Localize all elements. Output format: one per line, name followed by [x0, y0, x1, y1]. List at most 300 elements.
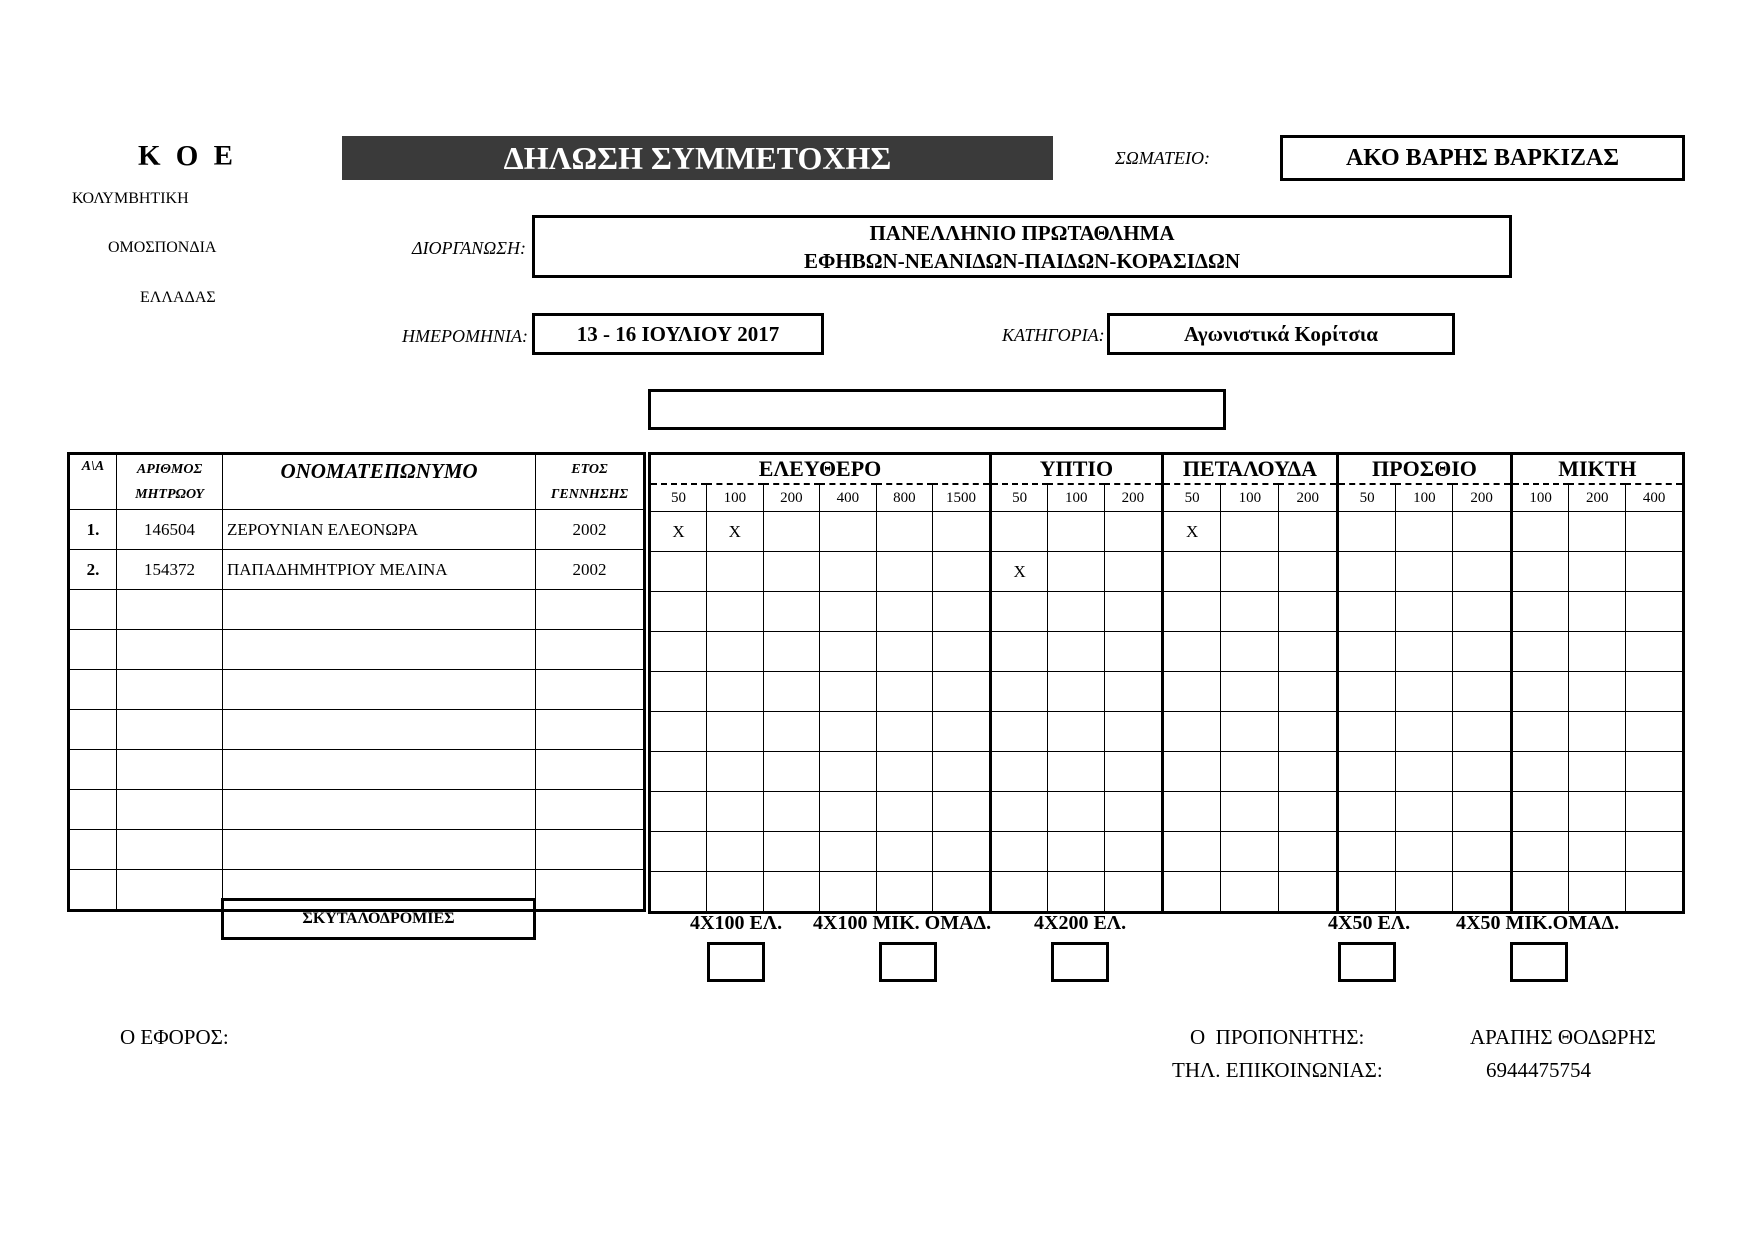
event-mark-cell[interactable] — [933, 712, 991, 752]
date-label: ΗΜΕΡΟΜΗΝΙΑ: — [402, 326, 528, 346]
event-distance-header: 50 — [650, 484, 707, 512]
athlete-num[interactable] — [69, 630, 117, 670]
event-mark-cell[interactable] — [1338, 712, 1396, 752]
event-mark-cell[interactable] — [1453, 512, 1511, 552]
event-mark-cell[interactable] — [876, 632, 933, 672]
event-mark-cell[interactable] — [1626, 512, 1684, 552]
athlete-num[interactable]: 1. — [69, 510, 117, 550]
event-mark-cell[interactable] — [763, 832, 820, 872]
event-mark-cell[interactable] — [650, 792, 707, 832]
event-mark-cell[interactable] — [933, 552, 991, 592]
event-distance-header: 200 — [1105, 484, 1163, 512]
athlete-name[interactable] — [223, 670, 536, 710]
organization-line1: ΠΑΝΕΛΛΗΝΙΟ ΠΡΩΤΑΘΛΗΜΑ — [869, 220, 1175, 245]
athlete-name[interactable] — [223, 710, 536, 750]
event-mark-cell[interactable] — [1511, 712, 1569, 752]
event-mark-cell[interactable] — [1338, 752, 1396, 792]
event-mark-cell[interactable] — [707, 672, 764, 712]
event-mark-cell[interactable] — [707, 592, 764, 632]
event-distance-header: 1500 — [933, 484, 991, 512]
event-mark-cell[interactable] — [1048, 632, 1105, 672]
event-mark-cell[interactable] — [707, 832, 764, 872]
event-mark-cell[interactable] — [1105, 632, 1163, 672]
event-distance-header: 50 — [1338, 484, 1396, 512]
athlete-row — [69, 590, 645, 630]
event-distance-header: 200 — [1279, 484, 1338, 512]
event-mark-cell[interactable] — [763, 872, 820, 913]
event-mark-cell[interactable] — [1626, 632, 1684, 672]
event-mark-cell[interactable] — [876, 672, 933, 712]
event-mark-cell[interactable] — [991, 792, 1048, 832]
event-mark-cell[interactable] — [650, 672, 707, 712]
event-mark-cell[interactable] — [707, 552, 764, 592]
event-mark-cell[interactable] — [1338, 672, 1396, 712]
athlete-name[interactable] — [223, 590, 536, 630]
event-mark-cell[interactable] — [1162, 712, 1221, 752]
event-mark-cell[interactable] — [876, 712, 933, 752]
athlete-year[interactable] — [536, 830, 645, 870]
event-mark-cell[interactable] — [1569, 832, 1626, 872]
relay-checkbox-1[interactable] — [707, 942, 765, 982]
header-year-top: ΕΤΟΣ — [571, 462, 608, 477]
event-mark-cell[interactable] — [1105, 712, 1163, 752]
relay-label-2: 4Χ100 ΜΙΚ. ΟΜΑΔ. — [813, 912, 992, 934]
event-mark-cell[interactable] — [650, 632, 707, 672]
event-group-header: ΠΕΤΑΛΟΥΔΑ — [1162, 454, 1337, 485]
event-mark-cell[interactable] — [1338, 632, 1396, 672]
athlete-year[interactable] — [536, 750, 645, 790]
event-mark-cell[interactable] — [991, 632, 1048, 672]
event-mark-cell[interactable] — [1105, 832, 1163, 872]
event-mark-cell[interactable] — [763, 592, 820, 632]
athlete-name[interactable]: ΖΕΡΟΥΝΙΑΝ ΕΛΕΟΝΩΡΑ — [223, 510, 536, 550]
event-mark-cell[interactable] — [1396, 832, 1453, 872]
event-mark-cell[interactable] — [1162, 552, 1221, 592]
event-mark-cell[interactable] — [650, 872, 707, 913]
event-mark-cell[interactable] — [820, 552, 877, 592]
event-row — [650, 592, 1684, 632]
event-mark-cell[interactable] — [1453, 712, 1511, 752]
header-year-bottom: ΓΕΝΝΗΣΗΣ — [550, 487, 629, 502]
event-mark-cell[interactable] — [1511, 552, 1569, 592]
event-distance-header: 200 — [1453, 484, 1511, 512]
event-mark-cell[interactable] — [1396, 592, 1453, 632]
event-mark-cell[interactable] — [933, 672, 991, 712]
event-mark-cell[interactable] — [991, 752, 1048, 792]
header-registration-top: ΑΡΙΘΜΟΣ — [136, 462, 203, 477]
event-mark-cell[interactable] — [1221, 712, 1279, 752]
event-mark-cell[interactable] — [1279, 632, 1338, 672]
athlete-year[interactable] — [536, 630, 645, 670]
event-mark-cell[interactable] — [1626, 672, 1684, 712]
event-mark-cell[interactable] — [991, 712, 1048, 752]
event-mark-cell[interactable] — [1396, 512, 1453, 552]
relay-checkbox-2[interactable] — [879, 942, 937, 982]
event-mark-cell[interactable] — [1626, 552, 1684, 592]
relay-checkbox-5[interactable] — [1510, 942, 1568, 982]
event-mark-cell[interactable] — [820, 512, 877, 552]
event-mark-cell[interactable] — [763, 512, 820, 552]
event-mark-cell[interactable] — [1569, 672, 1626, 712]
event-mark-cell[interactable] — [1338, 872, 1396, 913]
event-mark-cell[interactable] — [1511, 752, 1569, 792]
event-row — [650, 632, 1684, 672]
event-row — [650, 832, 1684, 872]
event-mark-cell[interactable] — [1396, 712, 1453, 752]
org-line2: ΟΜΟΣΠΟΝΔΙΑ — [108, 239, 217, 256]
athlete-row — [69, 710, 645, 750]
event-mark-cell[interactable] — [1221, 792, 1279, 832]
athlete-year[interactable]: 2002 — [536, 550, 645, 590]
event-mark-cell[interactable] — [1048, 752, 1105, 792]
event-mark-cell[interactable] — [707, 752, 764, 792]
relay-checkbox-3[interactable] — [1051, 942, 1109, 982]
event-mark-cell[interactable] — [991, 832, 1048, 872]
header-registration-bottom: ΜΗΤΡΩΟΥ — [135, 487, 204, 502]
event-mark-cell[interactable] — [1279, 712, 1338, 752]
event-mark-cell[interactable]: X — [707, 512, 764, 552]
event-mark-cell[interactable] — [1338, 512, 1396, 552]
event-mark-cell[interactable] — [933, 832, 991, 872]
phone-value: 6944475754 — [1486, 1058, 1591, 1082]
coach-name: ΑΡΑΠΗΣ ΘΟΔΩΡΗΣ — [1470, 1025, 1656, 1049]
form-title — [342, 136, 1053, 180]
event-mark-cell[interactable] — [1396, 872, 1453, 913]
event-mark-cell[interactable] — [991, 672, 1048, 712]
event-mark-cell[interactable] — [876, 552, 933, 592]
athlete-row — [69, 790, 645, 830]
ephor-label: Ο ΕΦΟΡΟΣ: — [120, 1025, 229, 1049]
event-mark-cell[interactable] — [1453, 592, 1511, 632]
event-distance-header: 50 — [991, 484, 1048, 512]
event-mark-cell[interactable] — [1453, 832, 1511, 872]
event-mark-cell[interactable] — [1511, 792, 1569, 832]
event-mark-cell[interactable] — [1162, 792, 1221, 832]
event-mark-cell[interactable] — [1162, 632, 1221, 672]
org-line3: ΕΛΛΑΔΑΣ — [140, 289, 216, 306]
event-mark-cell[interactable] — [820, 712, 877, 752]
athlete-year[interactable] — [536, 790, 645, 830]
event-mark-cell[interactable] — [1048, 592, 1105, 632]
event-mark-cell[interactable] — [1162, 672, 1221, 712]
event-mark-cell[interactable] — [763, 672, 820, 712]
athlete-row — [69, 550, 645, 590]
event-mark-cell[interactable] — [991, 512, 1048, 552]
event-group-header: ΠΡΟΣΘΙΟ — [1338, 454, 1512, 485]
org-acronym: Κ Ο Ε — [138, 140, 237, 172]
athlete-registration[interactable] — [117, 670, 223, 710]
event-distance-header: 100 — [1048, 484, 1105, 512]
event-mark-cell[interactable] — [1569, 712, 1626, 752]
event-mark-cell[interactable]: X — [1162, 512, 1221, 552]
event-mark-cell[interactable] — [650, 832, 707, 872]
event-distance-header: 100 — [1221, 484, 1279, 512]
athlete-row — [69, 830, 645, 870]
event-mark-cell[interactable] — [876, 512, 933, 552]
event-group-header: ΕΛΕΥΘΕΡΟ — [650, 454, 991, 485]
club-field[interactable] — [1280, 135, 1685, 181]
club-label: ΣΩΜΑΤΕΙΟ: — [1115, 148, 1211, 168]
event-row — [650, 512, 1684, 552]
athlete-num[interactable] — [69, 710, 117, 750]
event-distance-header: 100 — [1396, 484, 1453, 512]
event-mark-cell[interactable] — [1511, 512, 1569, 552]
event-mark-cell[interactable] — [1511, 592, 1569, 632]
athlete-num[interactable] — [69, 590, 117, 630]
event-mark-cell[interactable] — [707, 872, 764, 913]
event-mark-cell[interactable] — [707, 632, 764, 672]
event-mark-cell[interactable] — [1279, 512, 1338, 552]
event-mark-cell[interactable] — [1279, 672, 1338, 712]
event-mark-cell[interactable] — [1279, 832, 1338, 872]
event-mark-cell[interactable] — [1105, 752, 1163, 792]
event-mark-cell[interactable] — [1626, 872, 1684, 913]
club-value: ΑΚΟ ΒΑΡΗΣ ΒΑΡΚΙΖΑΣ — [1345, 144, 1620, 171]
category-field[interactable] — [1107, 313, 1455, 355]
relay-checkbox-4[interactable] — [1338, 942, 1396, 982]
event-mark-cell[interactable] — [933, 752, 991, 792]
event-group-header: ΜΙΚΤΗ — [1511, 454, 1683, 485]
event-distance-header: 800 — [876, 484, 933, 512]
event-mark-cell[interactable] — [1569, 632, 1626, 672]
event-mark-cell[interactable] — [1221, 592, 1279, 632]
event-mark-cell[interactable] — [1105, 672, 1163, 712]
event-row — [650, 552, 1684, 592]
athlete-year[interactable] — [536, 590, 645, 630]
event-mark-cell[interactable] — [820, 872, 877, 913]
event-mark-cell[interactable] — [876, 872, 933, 913]
event-mark-cell[interactable] — [1396, 792, 1453, 832]
event-mark-cell[interactable] — [820, 832, 877, 872]
event-mark-cell[interactable] — [1626, 712, 1684, 752]
event-mark-cell[interactable] — [1338, 552, 1396, 592]
event-mark-cell[interactable] — [1453, 792, 1511, 832]
athlete-num[interactable] — [69, 790, 117, 830]
event-mark-cell[interactable] — [1569, 552, 1626, 592]
athlete-row — [69, 630, 645, 670]
event-mark-cell[interactable] — [650, 592, 707, 632]
form-title-text: ΔΗΛΩΣΗ ΣΥΜΜΕΤΟΧΗΣ — [503, 139, 892, 176]
event-mark-cell[interactable] — [1221, 552, 1279, 592]
event-mark-cell[interactable] — [707, 792, 764, 832]
athlete-table — [67, 452, 646, 912]
event-mark-cell[interactable] — [1396, 552, 1453, 592]
event-mark-cell[interactable] — [820, 752, 877, 792]
relays-label: ΣΚΥΤΑΛΟΔΡΟΜΙΕΣ — [302, 910, 455, 927]
event-mark-cell[interactable] — [1453, 552, 1511, 592]
event-mark-cell[interactable] — [1279, 592, 1338, 632]
athlete-num[interactable] — [69, 670, 117, 710]
athlete-registration[interactable] — [117, 590, 223, 630]
category-label: ΚΑΤΗΓΟΡΙΑ: — [1002, 325, 1105, 345]
relay-label-4: 4Χ50 ΕΛ. — [1328, 912, 1411, 934]
athlete-registration[interactable] — [117, 750, 223, 790]
event-mark-cell[interactable] — [1221, 872, 1279, 913]
event-mark-cell[interactable] — [1105, 792, 1163, 832]
event-mark-cell[interactable] — [876, 832, 933, 872]
event-mark-cell[interactable] — [1105, 872, 1163, 913]
event-mark-cell[interactable] — [1162, 872, 1221, 913]
athlete-name[interactable] — [223, 630, 536, 670]
event-mark-cell[interactable] — [933, 872, 991, 913]
event-mark-cell[interactable] — [1626, 592, 1684, 632]
event-mark-cell[interactable] — [1569, 752, 1626, 792]
event-mark-cell[interactable] — [933, 632, 991, 672]
event-mark-cell[interactable] — [1105, 552, 1163, 592]
event-mark-cell[interactable] — [650, 552, 707, 592]
event-mark-cell[interactable] — [1221, 632, 1279, 672]
event-mark-cell[interactable] — [820, 792, 877, 832]
organization-line2: ΕΦΗΒΩΝ-ΝΕΑΝΙΔΩΝ-ΠΑΙΔΩΝ-ΚΟΡΑΣΙΔΩΝ — [803, 248, 1241, 273]
event-mark-cell[interactable] — [1453, 872, 1511, 913]
event-mark-cell[interactable] — [1396, 632, 1453, 672]
event-mark-cell[interactable] — [1162, 752, 1221, 792]
event-mark-cell[interactable] — [820, 632, 877, 672]
event-mark-cell[interactable] — [1162, 832, 1221, 872]
event-mark-cell[interactable] — [1221, 832, 1279, 872]
event-mark-cell[interactable] — [1396, 752, 1453, 792]
organization-field[interactable] — [532, 215, 1512, 278]
athlete-registration[interactable]: 146504 — [117, 510, 223, 550]
event-mark-cell[interactable] — [933, 512, 991, 552]
athlete-year[interactable]: 2002 — [536, 510, 645, 550]
header-registration — [117, 454, 223, 510]
event-mark-cell[interactable] — [1048, 552, 1105, 592]
event-mark-cell[interactable] — [876, 752, 933, 792]
athlete-num[interactable] — [69, 750, 117, 790]
athlete-year[interactable] — [536, 870, 645, 911]
event-mark-cell[interactable] — [763, 632, 820, 672]
relay-label-1: 4Χ100 ΕΛ. — [690, 912, 783, 934]
athlete-num[interactable] — [69, 870, 117, 911]
event-mark-cell[interactable] — [1279, 792, 1338, 832]
event-mark-cell[interactable] — [820, 592, 877, 632]
event-mark-cell[interactable] — [1048, 832, 1105, 872]
event-mark-cell[interactable] — [1511, 632, 1569, 672]
event-mark-cell[interactable] — [1279, 872, 1338, 913]
event-mark-cell[interactable] — [1511, 872, 1569, 913]
athlete-name[interactable] — [223, 790, 536, 830]
event-mark-cell[interactable] — [1511, 672, 1569, 712]
event-mark-cell[interactable] — [650, 712, 707, 752]
header-name: ΟΝΟΜΑΤΕΠΩΝΥΜΟ — [223, 454, 536, 510]
event-mark-cell[interactable] — [1162, 592, 1221, 632]
event-mark-cell[interactable] — [1048, 712, 1105, 752]
event-distance-header: 50 — [1162, 484, 1221, 512]
athlete-num[interactable]: 2. — [69, 550, 117, 590]
event-group-header: ΥΠΤΙΟ — [991, 454, 1163, 485]
blank-field[interactable] — [648, 389, 1226, 430]
event-row — [650, 752, 1684, 792]
event-mark-cell[interactable] — [1048, 512, 1105, 552]
athlete-year[interactable] — [536, 670, 645, 710]
event-mark-cell[interactable] — [1453, 752, 1511, 792]
athlete-registration[interactable] — [117, 630, 223, 670]
athlete-name[interactable]: ΠΑΠΑΔΗΜΗΤΡΙΟΥ ΜΕΛΙΝΑ — [223, 550, 536, 590]
athlete-year[interactable] — [536, 710, 645, 750]
event-mark-cell[interactable] — [1626, 832, 1684, 872]
event-mark-cell[interactable] — [1338, 832, 1396, 872]
athlete-name[interactable] — [223, 750, 536, 790]
date-field[interactable] — [532, 313, 824, 355]
event-mark-cell[interactable] — [1105, 512, 1163, 552]
event-mark-cell[interactable]: X — [991, 552, 1048, 592]
event-distance-header: 400 — [820, 484, 877, 512]
athlete-registration[interactable] — [117, 830, 223, 870]
event-mark-cell[interactable] — [1453, 672, 1511, 712]
event-mark-cell[interactable] — [1048, 792, 1105, 832]
event-mark-cell[interactable] — [1453, 632, 1511, 672]
event-mark-cell[interactable] — [876, 792, 933, 832]
relay-label-3: 4Χ200 ΕΛ. — [1034, 912, 1127, 934]
event-row — [650, 792, 1684, 832]
athlete-registration[interactable] — [117, 790, 223, 830]
athlete-row — [69, 510, 645, 550]
event-mark-cell[interactable] — [763, 792, 820, 832]
event-mark-cell[interactable] — [1221, 752, 1279, 792]
coach-label: Ο ΠΡΟΠΟΝΗΤΗΣ: — [1190, 1025, 1365, 1049]
event-mark-cell[interactable] — [1569, 512, 1626, 552]
event-mark-cell[interactable] — [820, 672, 877, 712]
event-mark-cell[interactable] — [763, 752, 820, 792]
event-mark-cell[interactable] — [1396, 672, 1453, 712]
event-mark-cell[interactable] — [991, 872, 1048, 913]
event-mark-cell[interactable]: X — [650, 512, 707, 552]
event-mark-cell[interactable] — [1279, 752, 1338, 792]
event-mark-cell[interactable] — [1105, 592, 1163, 632]
event-distance-header: 100 — [1511, 484, 1569, 512]
event-mark-cell[interactable] — [933, 792, 991, 832]
event-mark-cell[interactable] — [763, 552, 820, 592]
event-mark-cell[interactable] — [1279, 552, 1338, 592]
category-value: Αγωνιστικά Κορίτσια — [1183, 321, 1379, 346]
org-line1: ΚΟΛΥΜΒΗΤΙΚΗ — [72, 190, 189, 207]
event-mark-cell[interactable] — [1569, 872, 1626, 913]
event-mark-cell[interactable] — [1338, 592, 1396, 632]
events-table — [648, 452, 1685, 914]
athlete-name[interactable] — [223, 830, 536, 870]
event-mark-cell[interactable] — [991, 592, 1048, 632]
event-mark-cell[interactable] — [1511, 832, 1569, 872]
event-mark-cell[interactable] — [1569, 592, 1626, 632]
event-mark-cell[interactable] — [763, 712, 820, 752]
event-distance-header: 200 — [763, 484, 820, 512]
event-mark-cell[interactable] — [650, 752, 707, 792]
relays-label-box — [221, 898, 536, 940]
event-mark-cell[interactable] — [1338, 792, 1396, 832]
event-mark-cell[interactable] — [933, 592, 991, 632]
athlete-registration[interactable] — [117, 870, 223, 911]
athlete-registration[interactable]: 154372 — [117, 550, 223, 590]
event-mark-cell[interactable] — [1569, 792, 1626, 832]
event-mark-cell[interactable] — [707, 712, 764, 752]
relay-label-5: 4Χ50 ΜΙΚ.ΟΜΑΔ. — [1456, 912, 1620, 934]
event-distance-header: 200 — [1569, 484, 1626, 512]
event-mark-cell[interactable] — [1626, 792, 1684, 832]
event-distance-header: 400 — [1626, 484, 1684, 512]
event-mark-cell[interactable] — [1221, 512, 1279, 552]
event-mark-cell[interactable] — [1048, 872, 1105, 913]
event-mark-cell[interactable] — [1221, 672, 1279, 712]
date-value: 13 - 16 ΙΟΥΛΙΟΥ 2017 — [576, 321, 780, 346]
event-mark-cell[interactable] — [1626, 752, 1684, 792]
athlete-num[interactable] — [69, 830, 117, 870]
event-mark-cell[interactable] — [1048, 672, 1105, 712]
event-mark-cell[interactable] — [876, 592, 933, 632]
header-num: Α\Α — [69, 454, 117, 510]
athlete-row — [69, 670, 645, 710]
athlete-registration[interactable] — [117, 710, 223, 750]
